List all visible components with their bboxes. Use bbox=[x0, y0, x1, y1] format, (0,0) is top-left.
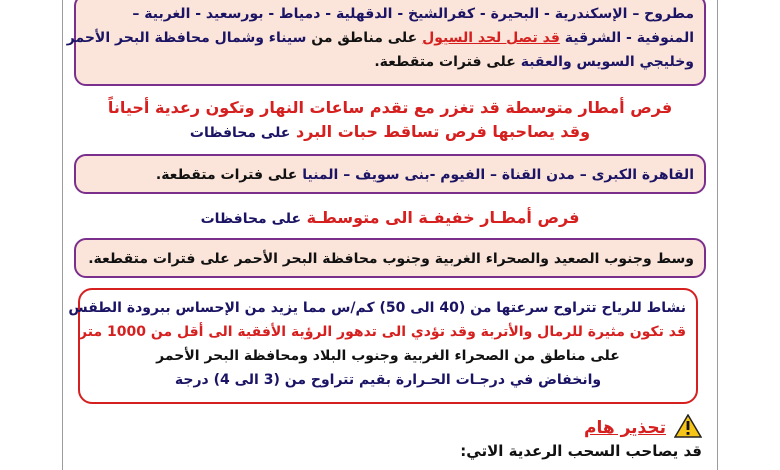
heading2-text-b: على محافظات bbox=[200, 211, 302, 227]
box1-line3-a: وخليجي السويس والعقبة bbox=[520, 54, 694, 70]
box1-line2-a: المنوفية - الشرقية bbox=[564, 30, 694, 46]
box3-text-a: وسط وجنوب الصعيد والصحراء الغربية وجنوب محافظة البحر الأحمر bbox=[234, 251, 694, 267]
warning-subtitle: قد يصاحب السحب الرعدية الاتي: bbox=[460, 442, 702, 460]
box1-line2-c: على مناطق من bbox=[311, 30, 418, 46]
box4-line4: وانخفاض في درجـات الحـرارة بقيم تتراوح من (3 الى 4) درجة bbox=[174, 372, 602, 388]
heading1-line2-a: وقد يصاحبها فرص تساقط حبات البرد bbox=[295, 122, 591, 141]
wind-activity-box bbox=[68, 288, 698, 404]
heading1-line1: فرص أمطار متوسطة قد تغزر مع تقدم ساعات النهار وتكون رعدية أحياناً bbox=[107, 98, 673, 117]
flood-warning-text: قد تصل لحد السيول bbox=[422, 30, 560, 46]
box1-line3 bbox=[86, 50, 694, 74]
warning-heading bbox=[584, 414, 702, 442]
box2-text-a: القاهرة الكبرى – مدن القناة – الفيوم -بنى سويف – المنيا bbox=[302, 167, 694, 183]
heading2-text-a: فرص أمطـار خفيفـة الى متوسطـة bbox=[306, 208, 580, 227]
box2-text-b: على فترات متقطعة. bbox=[155, 167, 298, 183]
box1-line1: مطروح – الإسكندرية - البحيرة - كفرالشيخ - الدقهلية - دمياط - بورسعيد - الغربية – bbox=[132, 6, 694, 22]
box1-line2-d: سيناء وشمال محافظة البحر الأحمر bbox=[66, 30, 307, 46]
warning-title: تحذير هام bbox=[584, 418, 666, 438]
heading1-line2-b: على محافظات bbox=[189, 125, 291, 141]
box1-line2 bbox=[66, 26, 694, 50]
document-page bbox=[62, 0, 718, 470]
heading-light-rain bbox=[62, 206, 718, 231]
box4-line1: نشاط للرياح تتراوح سرعتها من (40 الى 50) كم/س مما يزيد من الإحساس ببرودة الطقس bbox=[68, 300, 686, 316]
heading1-line2 bbox=[62, 120, 718, 145]
box1-line3-b: على فترات متقطعة. bbox=[374, 54, 516, 70]
warning-triangle-icon bbox=[674, 414, 702, 442]
forecast-box-north bbox=[66, 0, 706, 86]
box3-text-b: على فترات متقطعة. bbox=[88, 251, 230, 267]
page-left-border bbox=[62, 0, 63, 470]
forecast-box-cairo bbox=[74, 154, 706, 194]
forecast-box-south bbox=[74, 238, 706, 278]
heading-moderate-rain bbox=[62, 96, 718, 145]
box4-line2: قد تكون مثيرة للرمال والأتربة وقد تؤدي الى تدهور الرؤية الأفقية الى أقل من 1000 متر bbox=[79, 324, 686, 340]
box4-line3: على مناطق من الصحراء الغربية وجنوب البلاد ومحافظة البحر الأحمر bbox=[156, 348, 620, 364]
page-right-border bbox=[717, 0, 718, 470]
